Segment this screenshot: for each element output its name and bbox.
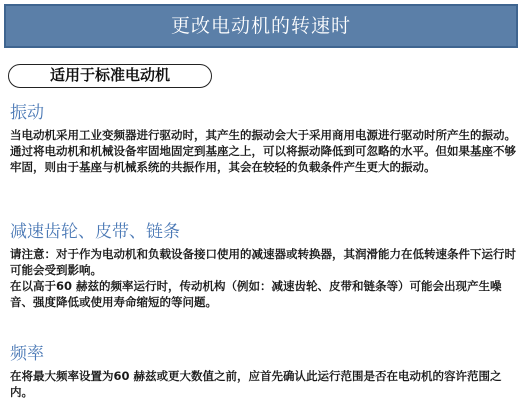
section-paragraph: 请注意：对于作为电动机和负载设备接口使用的减速器或转换器，其润滑能力在低转速条件下运行时可能会受到影响。 [10, 247, 516, 277]
section-paragraph: 在以高于60 赫兹的频率运行时，传动机构（例如：减速齿轮、皮带和链条等）可能会出现产生噪音、强度降低或使用寿命缩短的等问题。 [10, 279, 502, 309]
section-paragraph: 当电动机采用工业变频器进行驱动时，其产生的振动会大于采用商用电源进行驱动时所产生的振动。通过将电动机和机械设备牢固地固定到基座之上，可以将振动降低到可忽略的水平。但如果基座不够牢固，则由于基座与机械系统的共振作用，其会在较轻的负载条件产生更大的振动。 [10, 128, 516, 174]
section-vibration [10, 103, 516, 175]
section-heading: 减速齿轮、皮带、链条 [10, 222, 180, 242]
section-heading: 频率 [10, 344, 44, 364]
section-heading: 振动 [10, 103, 44, 123]
section-paragraph: 在将最大频率设置为60 赫兹或更大数值之前，应首先确认此运行范围是否在电动机的容许范围之内。 [10, 369, 502, 399]
section-frequency [10, 344, 516, 400]
applicability-tag: 适用于标准电动机 [8, 64, 212, 88]
page-title-banner: 更改电动机的转速时 [4, 4, 518, 48]
section-gears-belts-chains [10, 222, 516, 310]
